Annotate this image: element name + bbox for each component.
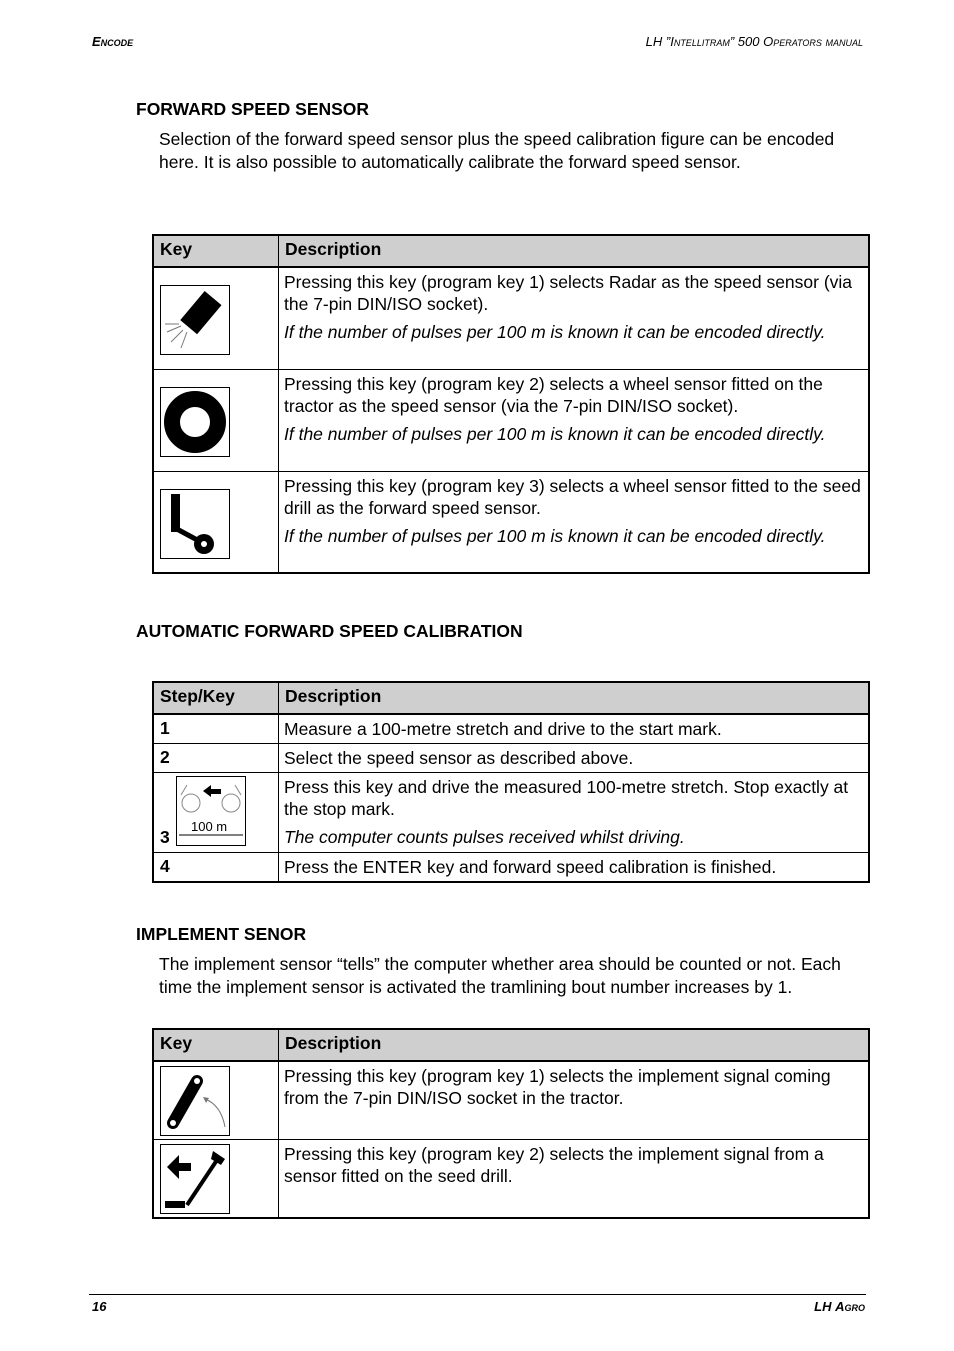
radar-icon [160,285,230,355]
description-cell: Press the ENTER key and forward speed calibration is finished. [279,853,870,883]
description-cell: Pressing this key (program key 1) selects the implement signal coming from the 7-pin DIN/ISO socket in the tractor. [279,1061,870,1140]
row-text: Pressing this key (program key 2) selects a wheel sensor fitted on the tractor as the speed sensor (via the 7-pin DIN/ISO socket). [284,373,823,416]
table-row [153,1140,869,1219]
table-row [153,471,869,573]
footer-brand [814,1299,865,1314]
header-right-part: Intellitram [670,34,730,49]
key-cell [153,773,279,853]
section-intro-implement-sensor: The implement sensor “tells” the computer whether area should be counted or not. Each time the implement sensor is activated the tramlining bout number increases by 1. [159,954,841,997]
footer-brand-part: LH [814,1299,836,1314]
running-header-left: Encode [92,34,134,49]
table-row [153,1061,869,1140]
wheel-icon [160,387,230,457]
col-key: Key [153,235,279,267]
step-number: 4 [153,853,279,883]
key-cell [153,1061,279,1140]
table-header-row [153,235,869,267]
key-cell [153,1140,279,1219]
section-intro-forward-speed-sensor: Selection of the forward speed sensor plus the speed calibration figure can be encoded here. It is also possible to automatically calibrate the forward speed sensor. [159,129,835,172]
col-key: Key [153,1029,279,1061]
table-row [153,714,869,744]
running-header-right [646,34,863,49]
step-number: 3 [160,827,170,847]
section-title-automatic-calibration: AUTOMATIC FORWARD SPEED CALIBRATION [136,621,523,641]
key-cell [153,369,279,471]
section-title-implement-sensor: IMPLEMENT SENOR [136,924,307,944]
implement-sensor-table [152,1028,870,1219]
header-right-part: ” 500 [729,34,764,49]
description-cell [279,369,870,471]
table-row [153,369,869,471]
table-row [153,853,869,883]
col-step-key: Step/Key [153,682,279,714]
row-text: Pressing this key (program key 1) selects Radar as the speed sensor (via the 7-pin DIN/ISO socket). [284,272,853,314]
table-row [153,267,869,369]
col-description: Description [279,1029,870,1061]
step-number: 2 [153,744,279,773]
distance-label: 100 m [191,819,228,834]
description-cell: Pressing this key (program key 2) selects the implement signal from a sensor fitted on the seed drill. [279,1140,870,1219]
table-row [153,773,869,853]
description-cell [279,267,870,369]
header-right-part: LH ” [645,34,671,49]
header-right-part: Operators manual [763,34,863,49]
description-cell [279,471,870,573]
key-cell [153,267,279,369]
key-cell [153,471,279,573]
calibration-steps-table [152,681,870,883]
drill-sensor-icon [160,1144,230,1214]
step-number: 1 [153,714,279,744]
description-cell: Measure a 100-metre stretch and drive to the start mark. [279,714,870,744]
row-note: If the number of pulses per 100 m is known it can be encoded directly. [284,322,826,342]
page-number: 16 [92,1299,107,1314]
footer-brand-part: Agro [835,1299,865,1314]
row-note: If the number of pulses per 100 m is known it can be encoded directly. [284,423,826,444]
description-cell [279,773,870,853]
description-cell: Select the speed sensor as described above. [279,744,870,773]
row-text: Press this key and drive the measured 100-metre stretch. Stop exactly at the stop mark. [284,777,849,819]
table-row [153,744,869,773]
lift-arm-icon [160,1066,230,1136]
row-note: If the number of pulses per 100 m is known it can be encoded directly. [284,525,826,546]
table-header-row [153,682,869,714]
row-note: The computer counts pulses received whilst driving. [284,827,685,847]
col-description: Description [279,235,870,267]
calibration-100m-icon [176,776,246,846]
drill-wheel-icon [160,489,230,559]
table-header-row [153,1029,869,1061]
section-title-forward-speed-sensor: FORWARD SPEED SENSOR [136,99,370,119]
forward-speed-sensor-table [152,234,870,574]
col-description: Description [279,682,870,714]
footer-rule [89,1294,866,1295]
row-text: Pressing this key (program key 3) selects a wheel sensor fitted to the seed drill as the forward speed sensor. [284,475,861,518]
